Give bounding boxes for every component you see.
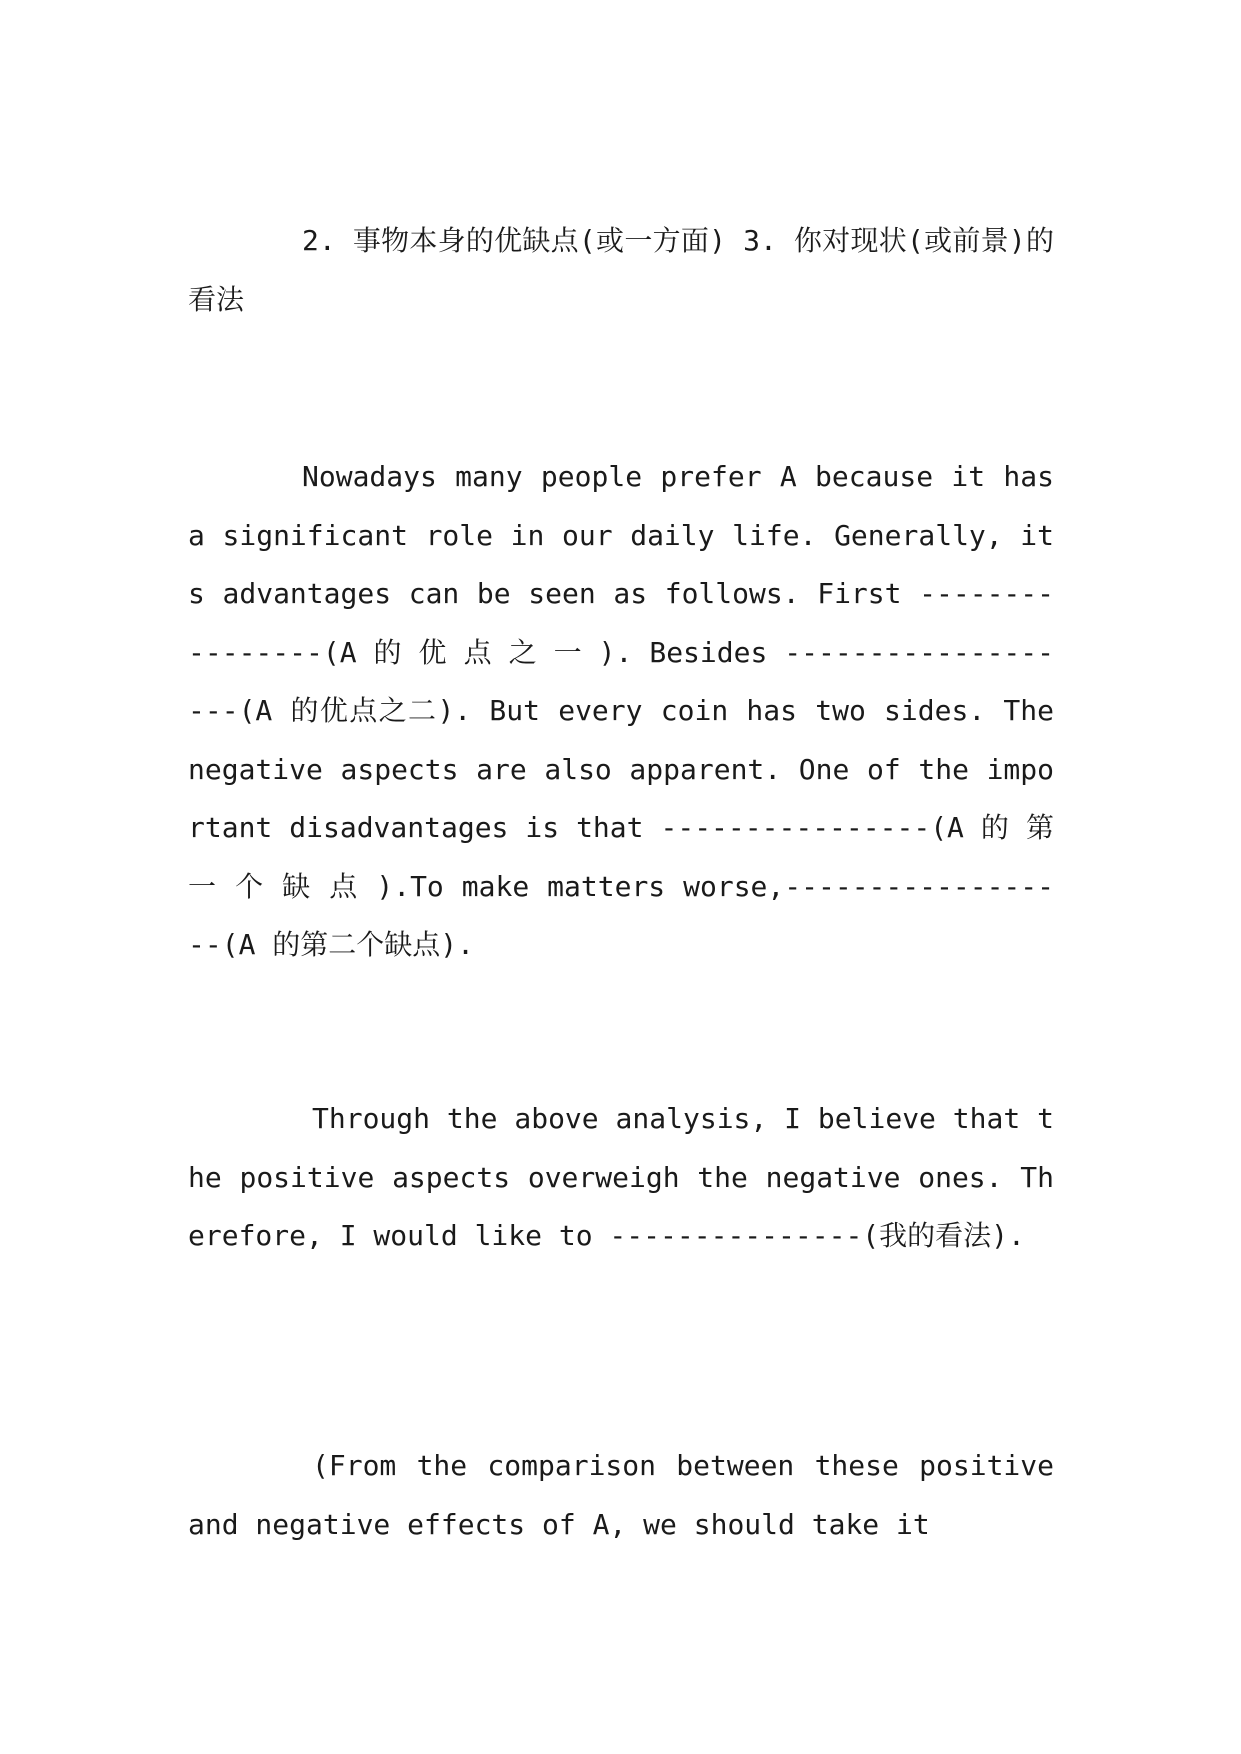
opinion-paragraph: Through the above analysis, I believe that the positive aspects overweigh the negative ones. Therefore, I would like to ---------------(我的看法). bbox=[188, 1102, 1054, 1252]
conclusion-paragraph: (From the comparison between these positive and negative effects of A, we should take it bbox=[188, 1449, 1054, 1541]
outline-paragraph: 2. 事物本身的优缺点(或一方面) 3. 你对现状(或前景)的看法 bbox=[188, 224, 1054, 316]
advantages-disadvantages-paragraph: Nowadays many people prefer A because it has a significant role in our daily life. Generally, its advantages can be seen as follows. First ----------------(A 的 优 点 之 一 ). Besides -------------------(A 的优点之二). But every coin has two sides. The negative aspects are also apparent. One of the important disadvantages is that ----------------(A 的 第 一 个 缺 点 ).To make matters worse,------------------(A 的第二个缺点). bbox=[188, 460, 1054, 961]
